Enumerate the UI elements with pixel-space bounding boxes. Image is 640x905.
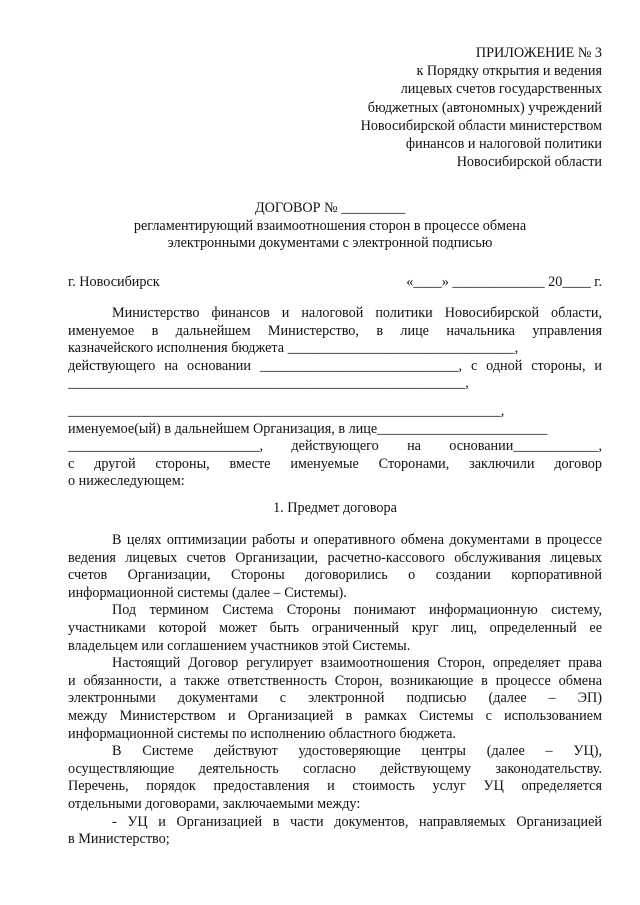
section-body [68, 532, 602, 849]
contract-date: «____» _____________ 20____ г. [406, 274, 602, 290]
contract-title [60, 200, 600, 253]
text-line: электронными документами с электронной подписью (далее – ЭП) [68, 690, 602, 707]
appendix-line: Новосибирской области [456, 154, 602, 171]
city-name: г. Новосибирск [68, 274, 160, 290]
text-line: информационной системы (далее – Системы). [68, 584, 347, 601]
text-line: казначейского исполнения бюджета ________________________________, [68, 340, 519, 357]
section-heading: 1. Предмет договора [273, 500, 397, 516]
title-line: электронными документами с электронной подписью [167, 235, 493, 251]
appendix-line: лицевых счетов государственных [400, 81, 602, 98]
text-line: информационной системы по исполнению областного бюджета. [68, 725, 456, 742]
preamble [68, 305, 602, 491]
text-line: между Министерством и Организацией в рамках Системы с использованием [68, 707, 602, 724]
text-line: ___________________________, действующего на основании____________, [68, 438, 602, 455]
text-line: Перечень, порядок предоставления и стоимость услуг УЦ определяется [68, 778, 602, 795]
city-date-line [68, 274, 602, 292]
text-line: _____________________________________________________________, [68, 402, 505, 419]
text-line: и обязанности, а также ответственность Сторон, возникающие в процессе обмена [68, 672, 602, 689]
text-line: именуемое в дальнейшем Министерство, в лице начальника управления [68, 322, 602, 339]
text-line: Министерство финансов и налоговой политики Новосибирской области, [112, 305, 602, 321]
text-line: ________________________________________________________, [68, 375, 469, 392]
text-line: осуществляющие деятельность согласно действующему законодательству. [68, 760, 602, 777]
text-line: В целях оптимизации работы и оперативного обмена документами в процессе [112, 532, 602, 548]
title-line: ДОГОВОР № _________ [254, 200, 406, 216]
text-line: Настоящий Договор регулирует взаимоотношения Сторон, определяет права [112, 655, 602, 672]
text-line: отдельными договорами, заключаемыми между: [68, 795, 361, 812]
appendix-line: ПРИЛОЖЕНИЕ № 3 [475, 45, 602, 61]
appendix-line: к Порядку открытия и ведения [416, 63, 602, 80]
title-line: регламентирующий взаимоотношения сторон в процессе обмена [133, 217, 527, 234]
text-line: именуемое(ый) в дальнейшем Организация, в лице________________________ [68, 420, 548, 437]
text-line: ведения лицевых счетов Организации, расчетно-кассового обслуживания лицевых [68, 549, 602, 566]
appendix-header [272, 44, 602, 171]
text-line: о нижеследующем: [68, 473, 185, 490]
text-line: с другой стороны, вместе именуемые Сторонами, заключили договор [68, 455, 602, 472]
appendix-line: финансов и налоговой политики [405, 136, 602, 153]
appendix-line: Новосибирской области министерством [360, 117, 602, 134]
text-line: Под термином Система Стороны понимают информационную систему, [112, 602, 602, 619]
text-line: в Министерство; [68, 831, 170, 848]
text-line: участниками которой может быть ограниченный круг лиц, определенный ее [68, 619, 602, 636]
text-line: владельцем или соглашением участников этой Системы. [68, 637, 411, 654]
text-line: В Системе действуют удостоверяющие центры (далее – УЦ), [112, 743, 602, 760]
text-line: счетов Организации, Стороны договорились о создании корпоративной [68, 567, 602, 584]
text-line: действующего на основании ____________________________, с одной стороны, и [68, 357, 602, 374]
appendix-line: бюджетных (автономных) учреждений [367, 99, 602, 116]
text-line: - УЦ и Организацией в части документов, направляемых Организацией [112, 813, 602, 830]
